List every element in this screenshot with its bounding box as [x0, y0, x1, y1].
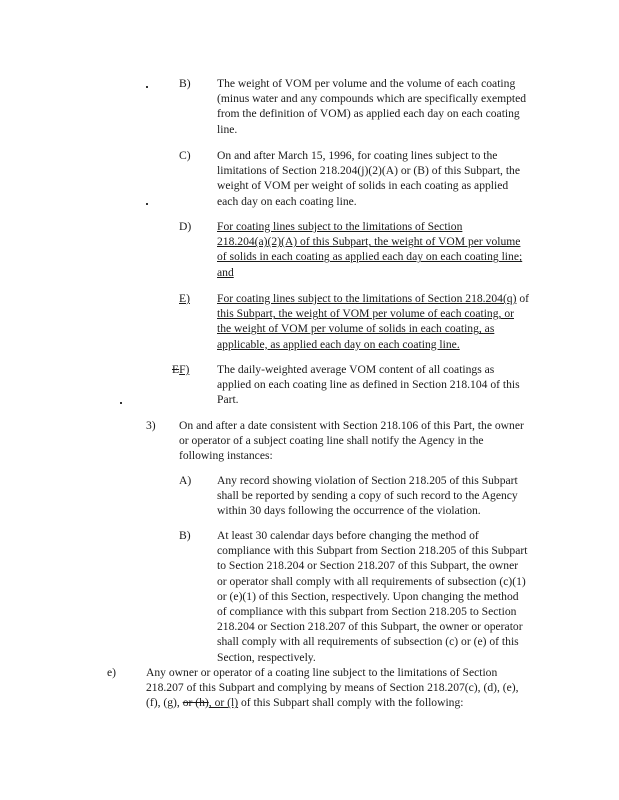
item-d-text: [217, 219, 522, 280]
text-line: applied on each coating line as defined in Section 218.104 of this: [217, 378, 520, 392]
scan-speck: [146, 86, 148, 88]
text-line: the weight of VOM per volume of solids in each coating, as: [217, 322, 495, 336]
text-line: [217, 306, 529, 321]
inserted-text: this Subpart, the weight of VOM per volume of: [217, 307, 441, 321]
item-label-b3: B): [179, 529, 191, 542]
text-line: [217, 291, 529, 306]
item-label-a3: A): [179, 474, 192, 487]
scan-speck: [146, 203, 148, 205]
scan-speck: [120, 402, 122, 404]
inserted-text: Section 218.204(q): [427, 292, 517, 305]
text-line: or (e)(1) of this Section, respectively. Upon changing the method: [217, 589, 519, 603]
item-b-text: [217, 76, 526, 137]
item-label-d: D): [179, 220, 192, 233]
text-line: limitations of Section 218.204(j)(2)(A) or (B) of this Subpart, the: [217, 164, 520, 178]
text-line: or operator shall comply with all requirements of subsection (c)(1): [217, 574, 526, 588]
text-line: line.: [217, 122, 238, 136]
text-line: On and after a date consistent with Section 218.106 of this Part, the owner: [179, 419, 524, 432]
struck-text: E: [172, 363, 180, 376]
text-line: applicable, as applied each day on each coating line.: [217, 337, 460, 351]
plain-text: (f), (g),: [146, 696, 183, 710]
text-line: weight of VOM per weight of solids in each coating as applied: [217, 179, 509, 193]
struck-text: or (h): [182, 696, 209, 710]
item-label-f: [172, 362, 189, 377]
text-line: or operator of a subject coating line shall notify the Agency in the: [179, 434, 484, 448]
text-line: each day on each coating line.: [217, 194, 357, 208]
text-line: 218.204 or Section 218.207 of this Subpart, the owner or operator: [217, 620, 523, 634]
text-line: and: [217, 265, 234, 279]
text-line: shall be reported by sending a copy of such record to the Agency: [217, 489, 518, 503]
text-line: within 30 days following the occurrence of the violation.: [217, 504, 481, 518]
text-line: 218.207 of this Subpart and complying by means of Section 218.207(c), (d), (e),: [146, 681, 519, 695]
plain-text: of this Subpart shall comply with the following:: [238, 696, 464, 710]
text-line: For coating lines subject to the limitations of Section: [217, 220, 463, 233]
text-line: Section, respectively.: [217, 650, 316, 664]
item-label-e: E): [179, 292, 190, 305]
item-c-text: [217, 148, 520, 209]
item-label-c: C): [179, 149, 191, 162]
para-label-e: e): [107, 666, 117, 679]
text-line: shall comply with all requirements of subsection (c) or (e) of this: [217, 635, 519, 649]
item-e-text: [217, 291, 529, 352]
text-line: compliance with this Subpart from Section 218.205 of this Subpart: [217, 544, 528, 558]
inserted-text: For coating lines subject to the limitations of: [217, 292, 428, 305]
text-line: Part.: [217, 393, 239, 407]
text-line: (minus water and any compounds which are specifically exempted: [217, 92, 527, 106]
text-line: 218.204(a)(2)(A) of this Subpart, the weight of VOM per volume: [217, 235, 521, 249]
text-line: Any record showing violation of Section 218.205 of this Subpart: [217, 474, 518, 487]
text-line: of compliance with this subpart from Section 218.205 to Section: [217, 605, 517, 619]
text-line: to Section 218.204 or Section 218.207 of this Subpart, the owner: [217, 559, 519, 573]
inserted-text: F): [179, 363, 190, 376]
text-line: Any owner or operator of a coating line subject to the limitations of Section: [146, 666, 498, 679]
para-e-text: [146, 665, 519, 711]
item-f-text: [217, 362, 520, 408]
item-label-b: B): [179, 77, 191, 90]
item-b3-text: [217, 528, 527, 665]
plain-text: of: [516, 292, 530, 305]
text-line: following instances:: [179, 449, 273, 463]
para-3-text: [179, 418, 524, 464]
inserted-text: , or (l): [208, 696, 239, 710]
text-line: On and after March 15, 1996, for coating lines subject to the: [217, 149, 498, 162]
text-line: from the definition of VOM) as applied each day on each coating: [217, 107, 520, 121]
text-line: At least 30 calendar days before changing the method of: [217, 529, 479, 542]
text-line: [146, 695, 519, 710]
text-line: The daily-weighted average VOM content of all coatings as: [217, 363, 495, 376]
para-label-3: 3): [146, 419, 156, 432]
inserted-text: each coating, or: [440, 307, 514, 321]
text-line: The weight of VOM per volume and the volume of each coating: [217, 77, 516, 90]
item-a3-text: [217, 473, 518, 519]
text-line: of solids in each coating as applied each day on each coating line;: [217, 250, 523, 264]
